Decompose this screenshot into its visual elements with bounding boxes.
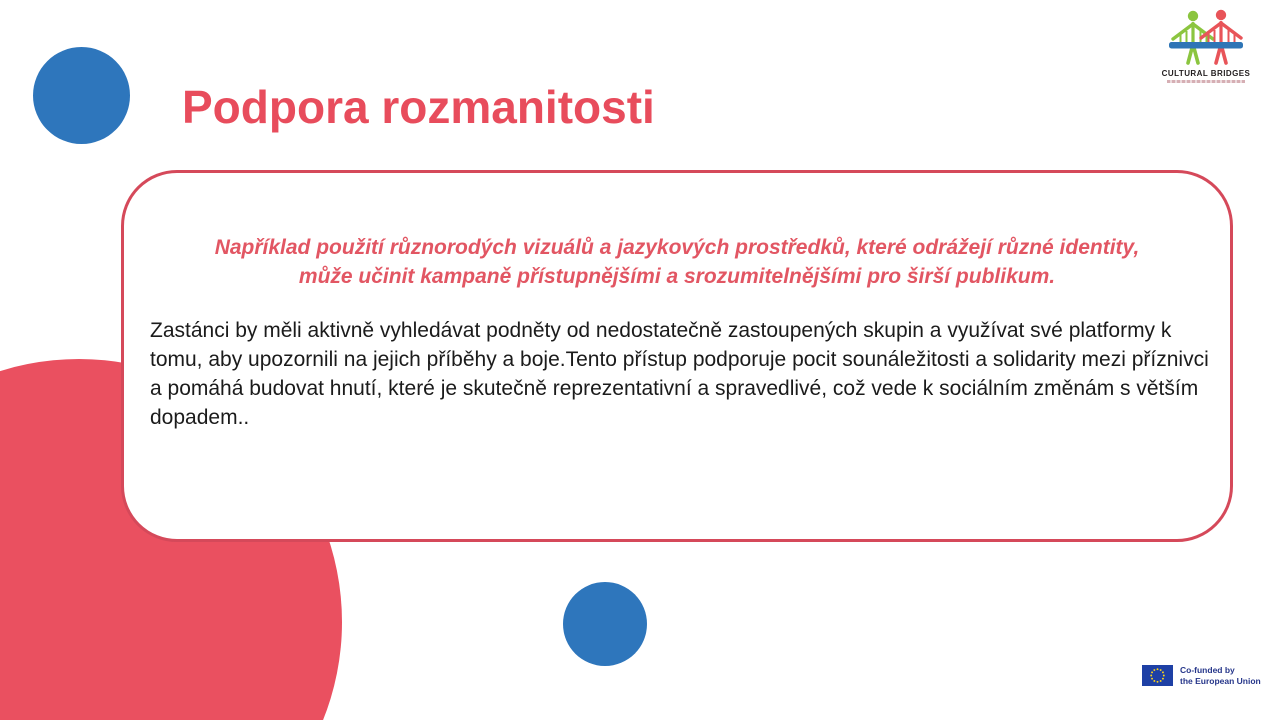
decor-circle-blue-top-left — [33, 47, 130, 144]
logo-tagline — [1167, 80, 1245, 83]
callout-body-text: Zastánci by měli aktivně vyhledávat podněty od nedostatečně zastoupených skupin a využívat své platformy k tomu, aby upozornili na jejich příběhy a boje.Tento přístup podporuje pocit sounáležitosti a solidarity mezi příznivci a pomáhá budovat hnutí, které je skutečně reprezentativní a spravedlivé, což vede k sociálním změnám s větším dopadem.. — [150, 319, 1209, 429]
eu-cofunded-line1: Co-funded by — [1180, 665, 1235, 675]
logo-wordmark: CULTURAL BRIDGES — [1161, 69, 1251, 78]
bridge-figures-icon — [1168, 8, 1244, 66]
eu-cofunded-label — [1180, 665, 1261, 686]
eu-cofunded-mark — [1142, 665, 1261, 686]
decor-circle-blue-bottom-center — [563, 582, 647, 666]
eu-cofunded-line2: the European Union — [1180, 675, 1261, 686]
cultural-bridges-logo — [1148, 8, 1264, 83]
callout-box — [121, 170, 1233, 542]
callout-emphasis-text: Například použití různorodých vizuálů a jazykových prostředků, které odrážejí různé identity, může učinit kampaně přístupnějšími a srozumitelnějšími pro širší publikum. — [214, 236, 1140, 288]
page-title: Podpora rozmanitosti — [182, 81, 655, 133]
eu-flag-icon — [1142, 665, 1173, 686]
